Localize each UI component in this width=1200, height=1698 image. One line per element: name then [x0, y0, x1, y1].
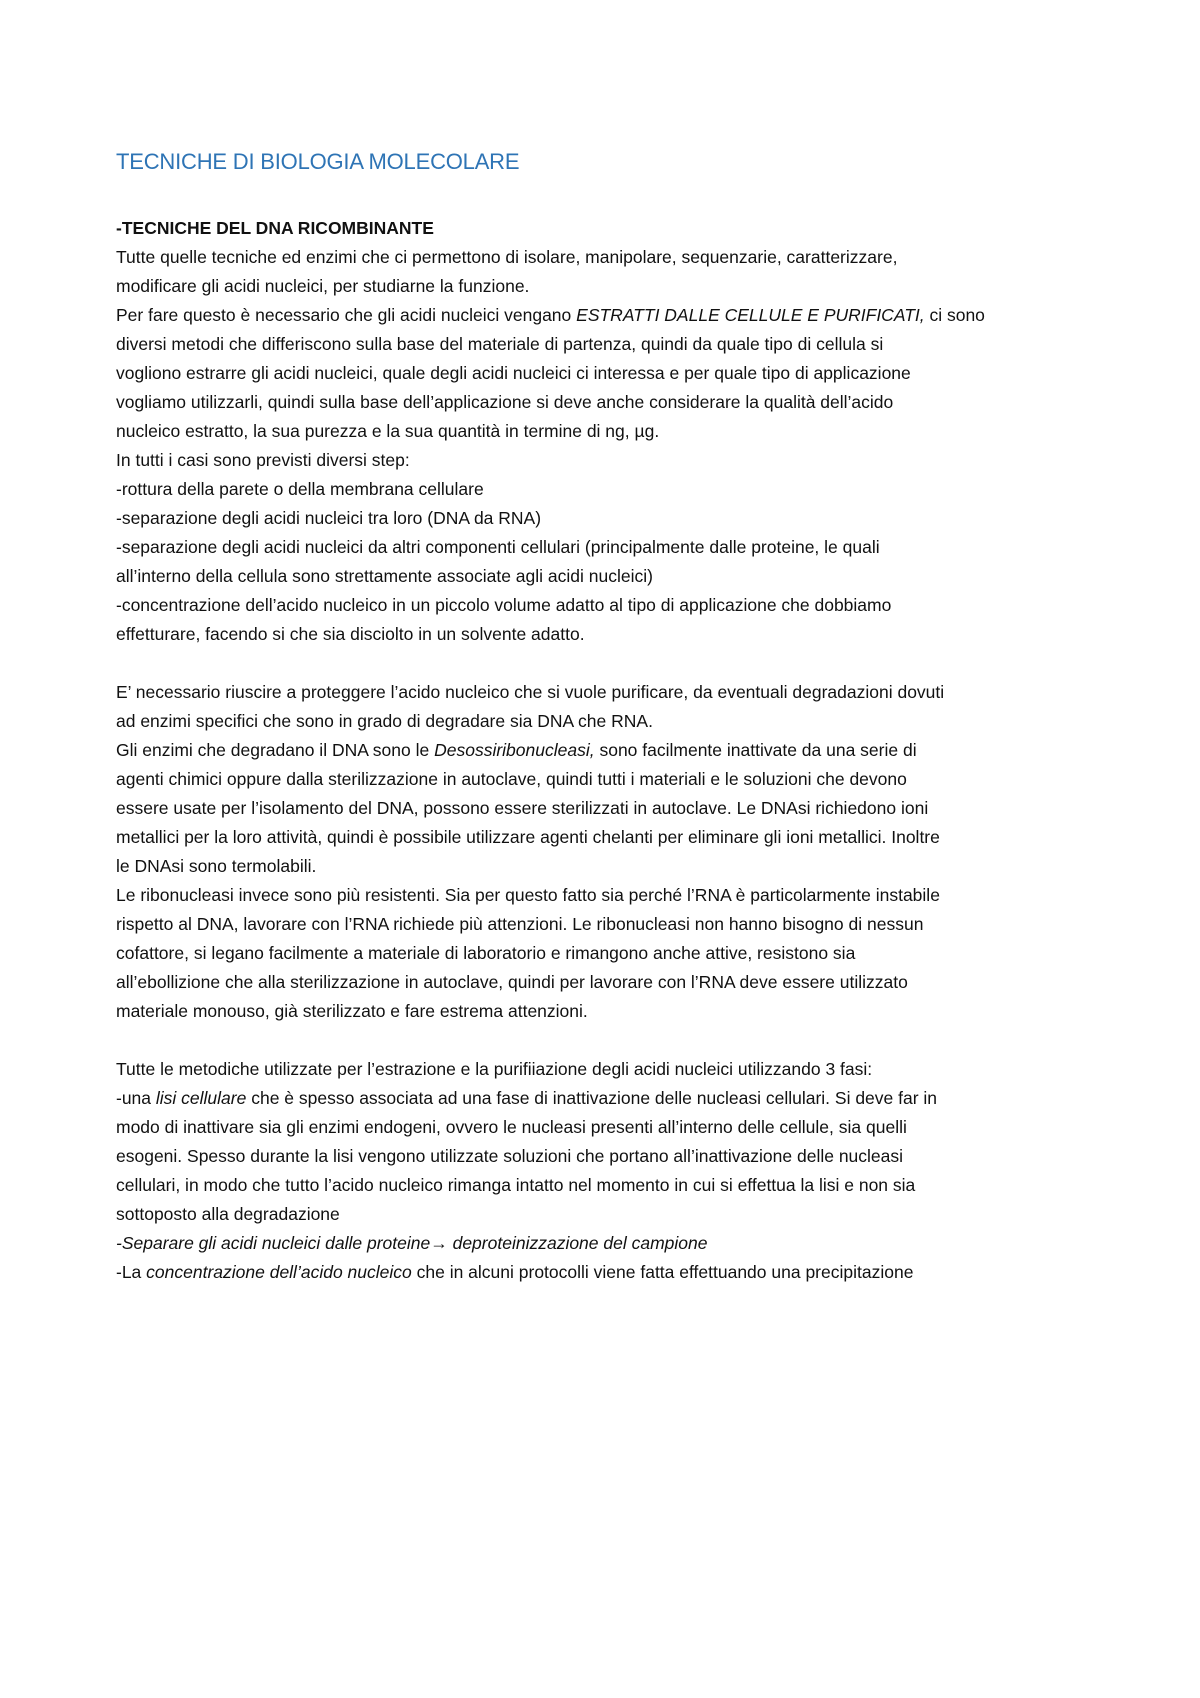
text-line: effetturare, facendo si che sia disciolto in un solvente adatto. — [116, 624, 585, 644]
paragraph-spacer — [116, 649, 1096, 678]
document-page — [116, 148, 1096, 1287]
text-line: materiale monouso, già sterilizzato e fare estrema attenzioni. — [116, 1001, 588, 1021]
text-line: cellulari, in modo che tutto l’acido nucleico rimanga intatto nel momento in cui si effettua la lisi e non sia — [116, 1175, 916, 1195]
text-line: nucleico estratto, la sua purezza e la sua quantità in termine di ng, µg. — [116, 421, 660, 441]
text-line: all’interno della cellula sono strettamente associate agli acidi nucleici) — [116, 566, 653, 586]
text-line: sottoposto alla degradazione — [116, 1204, 340, 1224]
text-line: cofattore, si legano facilmente a materiale di laboratorio e rimangono anche attive, resistono sia — [116, 943, 856, 963]
list-item: -concentrazione dell’acido nucleico in un piccolo volume adatto al tipo di applicazione che dobbiamo — [116, 595, 892, 615]
text-line: metallici per la loro attività, quindi è possibile utilizzare agenti chelanti per eliminare gli ioni metallici. Inoltre — [116, 827, 940, 847]
section-heading: -TECNICHE DEL DNA RICOMBINANTE — [116, 218, 434, 238]
list-item: -La concentrazione dell’acido nucleico che in alcuni protocolli viene fatta effettuando una precipitazione — [116, 1262, 914, 1282]
list-item: -rottura della parete o della membrana cellulare — [116, 479, 484, 499]
text-line: Tutte quelle tecniche ed enzimi che ci permettono di isolare, manipolare, sequenzarie, caratterizzare, — [116, 247, 898, 267]
text-line: Per fare questo è necessario che gli acidi nucleici vengano ESTRATTI DALLE CELLULE E PURIFICATI, ci sono — [116, 305, 985, 325]
text-line: all’ebollizione che alla sterilizzazione in autoclave, quindi per lavorare con l’RNA deve essere utilizzato — [116, 972, 908, 992]
emphasis-text: Desossiribonucleasi, — [434, 740, 595, 760]
text-line: In tutti i casi sono previsti diversi step: — [116, 450, 410, 470]
text-line: vogliono estrarre gli acidi nucleici, quale degli acidi nucleici ci interessa e per quale tipo di applicazione — [116, 363, 911, 383]
document-title: TECNICHE DI BIOLOGIA MOLECOLARE — [116, 149, 520, 174]
text-line: esogeni. Spesso durante la lisi vengono utilizzate soluzioni che portano all’inattivazione delle nucleasi — [116, 1146, 904, 1166]
list-item — [116, 1229, 1096, 1258]
text-line: diversi metodi che differiscono sulla base del materiale di partenza, quindi da quale tipo di cellula si — [116, 334, 884, 354]
text-line: vogliamo utilizzarli, quindi sulla base dell’applicazione si deve anche considerare la qualità dell’acido — [116, 392, 894, 412]
paragraph-nucleases — [116, 678, 1096, 1026]
emphasis-text: -Separare gli acidi nucleici dalle proteine — [116, 1233, 431, 1253]
text-line: agenti chimici oppure dalla sterilizzazione in autoclave, quindi tutti i materiali e le soluzioni che devono — [116, 769, 907, 789]
text-line: modo di inattivare sia gli enzimi endogeni, ovvero le nucleasi presenti all’interno delle cellule, sia quelli — [116, 1117, 907, 1137]
paragraph-methods — [116, 1055, 1096, 1287]
text-line: E’ necessario riuscire a proteggere l’acido nucleico che si vuole purificare, da eventuali degradazioni dovuti — [116, 682, 945, 702]
list-item: -una lisi cellulare che è spesso associata ad una fase di inattivazione delle nucleasi cellulari. Si deve far in — [116, 1088, 938, 1108]
text-line: rispetto al DNA, lavorare con l’RNA richiede più attenzioni. Le ribonucleasi non hanno bisogno di nessun — [116, 914, 924, 934]
list-item: -separazione degli acidi nucleici da altri componenti cellulari (principalmente dalle proteine, le quali — [116, 537, 880, 557]
text-line: Le ribonucleasi invece sono più resistenti. Sia per questo fatto sia perché l’RNA è particolarmente instabile — [116, 885, 940, 905]
text-line: Gli enzimi che degradano il DNA sono le Desossiribonucleasi, sono facilmente inattivate da una serie di — [116, 740, 917, 760]
emphasis-text: ESTRATTI DALLE CELLULE E PURIFICATI, — [576, 305, 925, 325]
text-line: essere usate per l’isolamento del DNA, possono essere sterilizzati in autoclave. Le DNAsi richiedono ioni — [116, 798, 929, 818]
emphasis-text: concentrazione dell’acido nucleico — [146, 1262, 412, 1282]
arrow-icon: → — [430, 1233, 453, 1253]
emphasis-text: deproteinizzazione del campione — [452, 1233, 708, 1253]
text-line: ad enzimi specifici che sono in grado di degradare sia DNA che RNA. — [116, 711, 653, 731]
paragraph-intro — [116, 243, 1096, 649]
paragraph-spacer — [116, 1026, 1096, 1055]
emphasis-text: lisi cellulare — [155, 1088, 247, 1108]
text-line: Tutte le metodiche utilizzate per l’estrazione e la purifiiazione degli acidi nucleici utilizzando 3 fasi: — [116, 1059, 873, 1079]
text-line: modificare gli acidi nucleici, per studiarne la funzione. — [116, 276, 530, 296]
list-item: -separazione degli acidi nucleici tra loro (DNA da RNA) — [116, 508, 542, 528]
text-line: le DNAsi sono termolabili. — [116, 856, 317, 876]
